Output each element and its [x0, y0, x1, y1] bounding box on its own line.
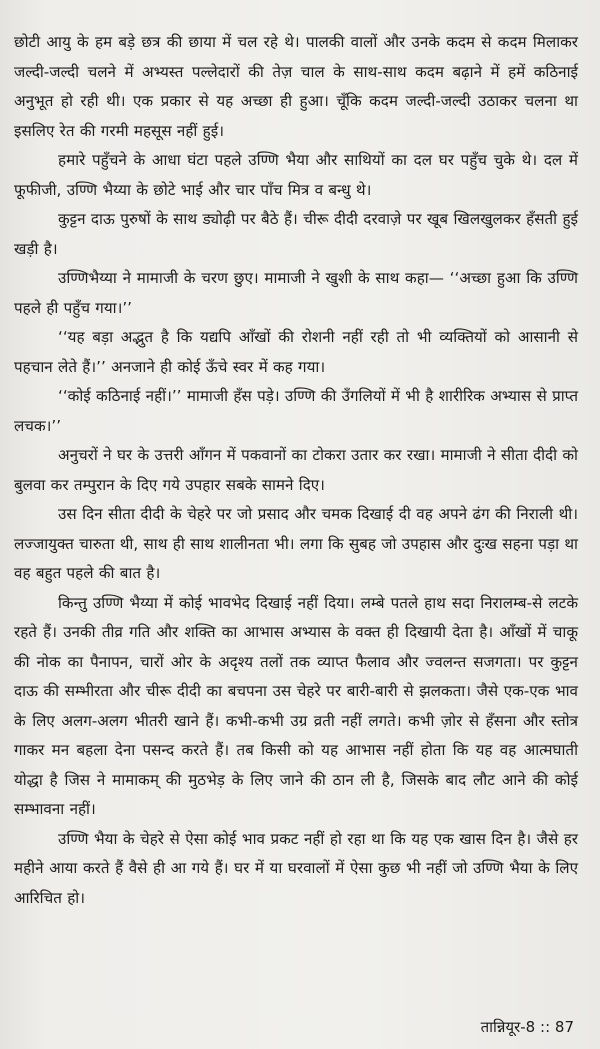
page-footer	[481, 1017, 574, 1037]
paragraph-4: उण्णिभैय्या ने मामाजी के चरण छुए। मामाजी ने खुशी के साथ कहा— ‘‘अच्छा हुआ कि उण्णि पहले ही पहुँच गया।’’	[14, 269, 578, 317]
paragraph-7: अनुचरों ने घर के उत्तरी आँगन में पकवानों का टोकरा उतार कर रखा। मामाजी ने सीता दीदी को बुलवा कर तम्पुरान के दिए गये उपहार सबके सामने दिए।	[14, 446, 578, 494]
paragraph-2: हमारे पहुँचने के आधा घंटा पहले उण्णि भैया और साथियों का दल घर पहुँच चुके थे। दल में फूफीजी, उण्णि भैय्या के छोटे भाई और चार पाँच मित्र व बन्धु थे।	[14, 151, 578, 199]
paragraph-5: ‘‘यह बड़ा अद्भुत है कि यद्यपि आँखों की रोशनी नहीं रही तो भी व्यक्तियों को आसानी से पहचान लेते हैं।’’ अनजाने ही कोई ऊँचे स्वर में कह गया।	[14, 328, 578, 376]
body-text	[14, 28, 578, 913]
footer-separator: ::	[540, 1018, 551, 1036]
running-title: तान्नियूर-8	[480, 1018, 536, 1036]
paragraph-3: कुट्टन दाऊ पुरुषों के साथ ड्योढ़ी पर बैठे हैं। चीरू दीदी दरवाज़े पर खूब खिलखुलकर हँसती हुई खड़ी है।	[14, 210, 578, 258]
paragraph-6: ‘‘कोई कठिनाई नहीं।’’ मामाजी हँस पड़े। उण्णि की उँगलियों में भी है शारीरिक अभ्यास से प्राप्त लचक।’’	[14, 387, 578, 435]
paragraph-1: छोटी आयु के हम बड़े छत्र की छाया में चल रहे थे। पालकी वालों और उनके कदम से कदम मिलाकर जल्दी-जल्दी चलने में अभ्यस्त पल्लेदारों की तेज़ चाल के साथ-साथ कदम बढ़ाने में हमें कठिनाई अनुभूत हो रही थी। एक प्रकार से यह अच्छा ही हुआ। चूँकि कदम जल्दी-जल्दी उठाकर चलना था इसलिए रेत की गरमी महसूस नहीं हुई।	[14, 33, 578, 140]
paragraph-8: उस दिन सीता दीदी के चेहरे पर जो प्रसाद और चमक दिखाई दी वह अपने ढंग की निराली थी। लज्जायुक्त चारुता थी, साथ ही साथ शालीनता भी। लगा कि सुबह जो उपहास और दुःख सहना पड़ा था वह बहुत पहले की बात है।	[14, 505, 578, 582]
page-number: 87	[554, 1018, 574, 1036]
paragraph-9: किन्तु उण्णि भैय्या में कोई भावभेद दिखाई नहीं दिया। लम्बे पतले हाथ सदा निरालम्ब-से लटके रहते हैं। उनकी तीव्र गति और शक्ति का आभास अभ्यास के वक्त ही दिखायी देता है। आँखों में चाकू की नोक का पैनापन, चारों ओर के अदृश्य तलों तक व्याप्त फैलाव और ज्वलन्त सजगता। पर कुट्टन दाऊ की सम्भीरता और चीरू दीदी का बचपना उस चेहरे पर बारी-बारी से झलकता। जैसे एक-एक भाव के लिए अलग-अलग भीतरी खाने हैं। कभी-कभी उग्र व्रती नहीं लगते। कभी ज़ोर से हँसना और स्तोत्र गाकर मन बहला देना पसन्द करते हैं। तब किसी को यह आभास नहीं होता कि यह वह आत्मघाती योद्धा है जिस ने मामाकम् की मुठभेड़ के लिए जाने की ठान ली है, जिसके बाद लौट आने की कोई सम्भावना नहीं।	[14, 593, 578, 818]
paragraph-10: उण्णि भैया के चेहरे से ऐसा कोई भाव प्रकट नहीं हो रहा था कि यह एक खास दिन है। जैसे हर महीने आया करते हैं वैसे ही आ गये हैं। घर में या घरवालों में ऐसा कुछ भी नहीं जो उण्णि भैया के लिए आरिचित हो।	[14, 829, 578, 907]
